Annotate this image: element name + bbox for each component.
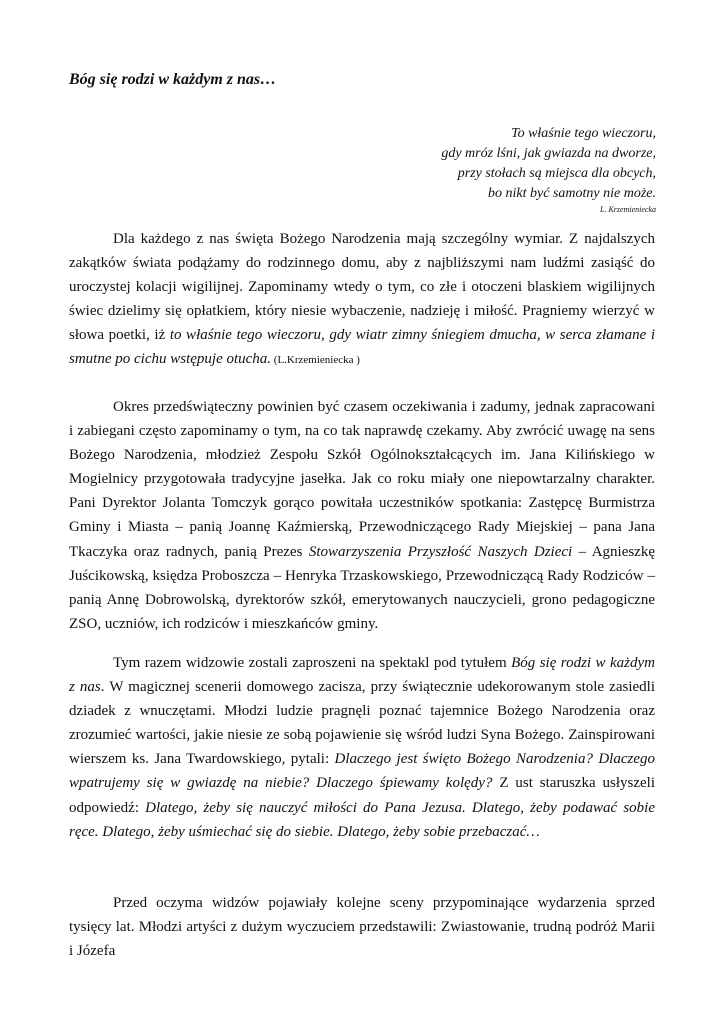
epigraph-line: gdy mróz lśni, jak gwiazda na dworze, xyxy=(441,146,656,161)
association-name: Stowarzyszenia Przyszłość Naszych Dzieci xyxy=(308,543,573,560)
epigraph-author: L. Krzemieniecka xyxy=(600,205,656,214)
epigraph xyxy=(256,124,656,216)
citation: (L.Krzemieniecka ) xyxy=(271,354,360,367)
epigraph-line: To właśnie tego wieczoru, xyxy=(511,126,656,141)
paragraph-2 xyxy=(69,395,655,636)
paragraph-text: Z ust staruszka usłyszeli odpowiedź: xyxy=(69,775,655,816)
paragraph-text: . W magicznej scenerii domowego zacisza, przy świątecznie udekorowanym stole zasiedli dziadek z wnuczętami. Młodzi ludzie pragnęli poznać tajemnice Bożego Narodzenia oraz zrozumieć wartości, jakie niesie ze sobą pojawienie się wśród ludzi Syna Bożego. Zainspirowani wierszem ks. Jana Twardowskiego, pytali: xyxy=(69,679,655,768)
play-title: Bóg się rodzi w każdym z nas xyxy=(69,655,655,696)
paragraph-text: Tym razem widzowie zostali zaproszeni na spektakl pod tytułem xyxy=(113,655,512,671)
quotation: to właśnie tego wieczoru, gdy wiatr zimny śniegiem dmucha, w serca złamane i smutne po cichu wstępuje otucha. xyxy=(69,327,655,368)
epigraph-line: bo nikt być samotny nie może. xyxy=(488,186,656,201)
paragraph-text: Przed oczyma widzów pojawiały kolejne sceny przypominające wydarzenia sprzed tysięcy lat. Młodzi artyści z dużym wyczuciem przedstawili: Zwiastowanie, trudną podróż Marii i Józefa xyxy=(69,895,655,960)
paragraph-text: – Agnieszkę Juścikowską, księdza Proboszcza – Henryka Trzaskowskiego, Przewodniczącą Rady Rodziców – panią Annę Dobrowolską, dyrektorów szkół, emerytowanych nauczycieli, grono pedagogiczne ZSO, uczniów, ich rodziców i mieszkańców gminy. xyxy=(69,543,655,632)
epigraph-line: przy stołach są miejsca dla obcych, xyxy=(457,166,656,181)
quoted-questions: Dlaczego jest święto Bożego Narodzenia? Dlaczego wpatrujemy się w gwiazdę na niebie? Dlaczego śpiewamy kolędy? xyxy=(69,751,655,792)
paragraph-text: Okres przedświąteczny powinien być czasem oczekiwania i zadumy, jednak zapracowani i zabiegani często zapominamy o tym, na co tak naprawdę czekamy. Aby zwrócić uwagę na sens Bożego Narodzenia, młodzież Zespołu Szkół Ogólnokształcących im. Jana Kilińskiego w Mogielnicy przygotowała tradycyjne jasełka. Jak co roku miały one niepowtarzalny charakter. Pani Dyrektor Jolanta Tomczyk gorąco powitała uczestników spotkania: Zastępcę Burmistrza Gminy i Miasta – panią Joannę Kaźmierską, Przewodniczącego Rady Miejskiej – pana Jana Tkaczyka oraz radnych, panią Prezes xyxy=(69,399,655,560)
quoted-answer: Dlatego, żeby się nauczyć miłości do Pana Jezusa. Dlatego, żeby podawać sobie ręce. Dlatego, żeby uśmiechać się do siebie. Dlatego, żeby sobie przebaczać… xyxy=(69,799,655,840)
paragraph-3 xyxy=(69,651,655,844)
paragraph-4 xyxy=(69,891,655,963)
paragraph-text: Dla każdego z nas święta Bożego Narodzenia mają szczególny wymiar. Z najdalszych zakątków świata podążamy do rodzinnego domu, aby z najbliższymi nam ludźmi zasiąść do uroczystej kolacji wigilijnej. Zapominamy wtedy o tym, co złe i otoczeni blaskiem wigilijnych świec dzielimy się opłatkiem, który niesie wybaczenie, nadzieję i miłość. Pragniemy wierzyć w słowa poetki, iż xyxy=(69,231,655,344)
paragraph-1 xyxy=(69,227,655,373)
article-title: Bóg się rodzi w każdym z nas… xyxy=(69,71,277,88)
